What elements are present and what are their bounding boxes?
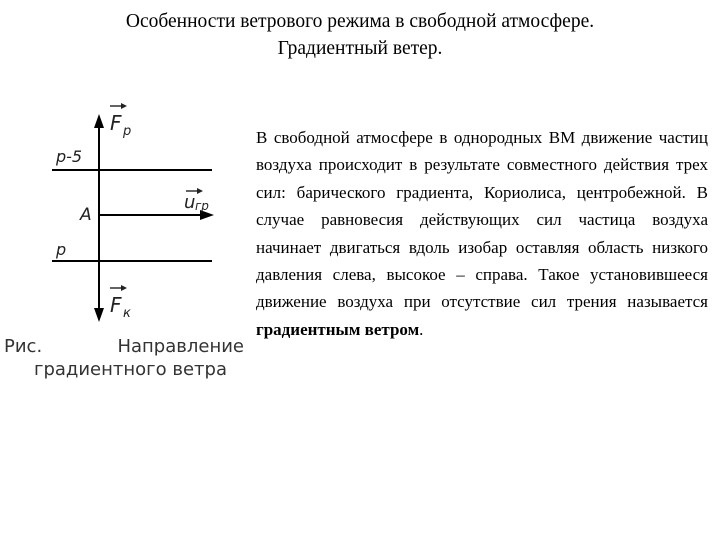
caption-direction-label: Направление — [117, 336, 244, 357]
top-force-label — [110, 103, 131, 139]
coriolis-force-arrow-icon — [94, 308, 104, 322]
gradient-wind-figure — [0, 100, 250, 390]
figure-caption — [4, 335, 254, 381]
top-force-letter: F — [110, 111, 122, 135]
point-a-label: A — [80, 205, 92, 225]
gradient-wind-diagram — [0, 100, 250, 335]
velocity-label — [184, 188, 209, 213]
top-force-subscript: p — [123, 124, 132, 139]
title-line-1: Особенности ветрового режима в свободной атмосфере. — [125, 11, 595, 32]
bottom-force-label — [110, 285, 131, 321]
slide-title — [0, 8, 720, 62]
velocity-letter: u — [184, 192, 196, 213]
caption-line-2: градиентного ветра — [34, 359, 227, 380]
bottom-force-letter: F — [110, 293, 122, 317]
caption-fig-label: Рис. — [4, 336, 43, 357]
isobar-lower-label: p — [56, 240, 67, 259]
body-text-end: . — [419, 319, 424, 339]
body-paragraph — [256, 124, 708, 343]
isobar-upper-label: p-5 — [56, 147, 83, 166]
velocity-subscript: гр — [195, 199, 209, 213]
pressure-force-arrow-icon — [94, 114, 104, 128]
body-text-main: В свободной атмосфере в однородных ВМ движение частиц воздуха происходит в результате совместного действия трех сил: барического градиента, Кориолиса, центробежной. В случае равновесия действующих сил частица воздуха начинает двигаться вдоль изобар оставляя область низкого давления слева, высокое – справа. Такое установившееся движение воздуха при отсутствие сил трения называется — [256, 128, 708, 312]
title-line-2: Градиентный ветер. — [277, 38, 443, 59]
body-text-term: градиентным ветром — [256, 319, 420, 339]
bottom-force-subscript: к — [123, 306, 131, 321]
